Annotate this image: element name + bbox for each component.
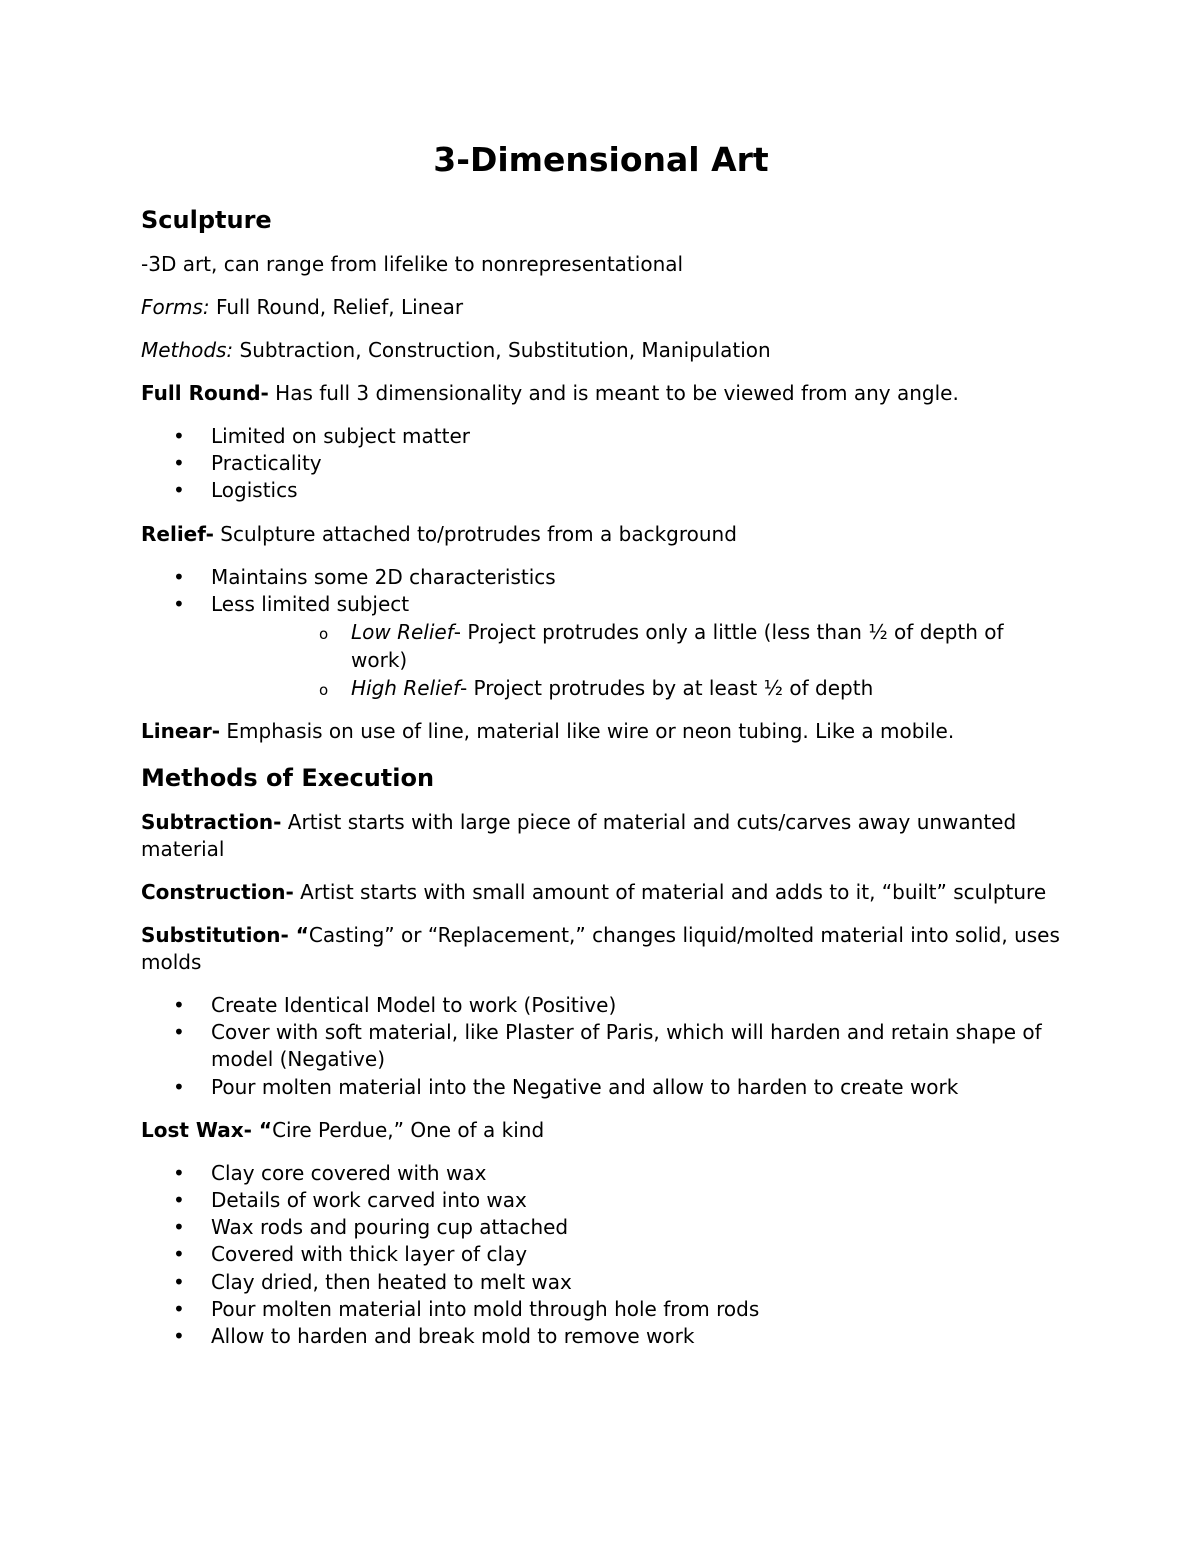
forms-text: Full Round, Relief, Linear (209, 295, 464, 319)
list-item-text: Less limited subject (211, 591, 410, 616)
full-round-text: Has full 3 dimensionality and is meant to be viewed from any angle. (268, 381, 959, 405)
sculpture-intro: -3D art, can range from lifelike to nonrepresentational (141, 252, 684, 276)
substitution-list (141, 992, 1061, 1101)
lost-wax-text: Cire Perdue,” One of a kind (272, 1117, 545, 1142)
sub-list-item (211, 618, 1061, 674)
document-body (141, 136, 1061, 1366)
low-relief-term: Low Relief (351, 620, 454, 645)
list-item: • Logistics (141, 477, 1061, 504)
methods-line (141, 337, 1061, 364)
subtraction-text: Artist starts with large piece of material and cuts/carves away unwanted material (141, 810, 1017, 862)
heading-methods-of-execution: Methods of Execution (141, 764, 435, 793)
relief-term: Relief- (141, 521, 214, 546)
linear-definition (141, 718, 1061, 745)
list-item: • Practicality (141, 450, 1061, 477)
linear-term: Linear- (141, 719, 221, 744)
list-item: • Cover with soft material, like Plaster of Paris, which will harden and retain shape of model (Negative) (141, 1019, 1061, 1073)
methods-text: Subtraction, Construction, Substitution, Manipulation (233, 338, 771, 362)
high-relief-term: High Relief (351, 676, 460, 701)
lost-wax-list (141, 1160, 1061, 1350)
high-relief-text: - Project protrudes by at least ½ of depth (459, 676, 874, 701)
lost-wax-term: Lost Wax- “ (141, 1117, 273, 1142)
list-item: • Covered with thick layer of clay (141, 1241, 1061, 1268)
subtraction-term: Subtraction- (141, 810, 282, 835)
relief-list (141, 564, 1061, 702)
construction-text: Artist starts with small amount of material and adds to it, “built” sculpture (293, 880, 1047, 905)
list-item: • Details of work carved into wax (141, 1187, 1061, 1214)
low-relief-text: - Project protrudes only a little (less than ½ of depth of work) (351, 620, 1004, 673)
document-title: 3-Dimensional Art (433, 140, 769, 179)
list-item: • Clay dried, then heated to melt wax (141, 1269, 1061, 1296)
full-round-term: Full Round- (141, 381, 269, 405)
substitution-definition (141, 922, 1061, 976)
list-item: • Limited on subject matter (141, 423, 1061, 450)
substitution-term: Substitution- “ (141, 923, 309, 948)
substitution-text: Casting” or “Replacement,” changes liquid/molted material into solid, uses molds (141, 923, 1060, 975)
full-round-definition (141, 380, 1061, 407)
list-item: • Allow to harden and break mold to remove work (141, 1323, 1061, 1350)
list-item: • Pour molten material into the Negative and allow to harden to create work (141, 1074, 1061, 1101)
construction-definition (141, 879, 1061, 906)
list-item: • Wax rods and pouring cup attached (141, 1214, 1061, 1241)
relief-text: Sculpture attached to/protrudes from a background (213, 521, 737, 546)
forms-label: Forms: (141, 295, 210, 319)
forms-line (141, 294, 1061, 321)
relief-sub-list (211, 618, 1061, 702)
full-round-list (141, 423, 1061, 505)
subtraction-definition (141, 809, 1061, 863)
relief-definition (141, 521, 1061, 548)
methods-label: Methods: (141, 338, 234, 362)
heading-sculpture: Sculpture (141, 206, 272, 234)
list-item: • Maintains some 2D characteristics (141, 564, 1061, 591)
sub-list-item (211, 674, 1061, 702)
lost-wax-definition (141, 1117, 1061, 1144)
list-item: • Create Identical Model to work (Positive) (141, 992, 1061, 1019)
construction-term: Construction- (141, 880, 294, 905)
linear-text: Emphasis on use of line, material like wire or neon tubing. Like a mobile. (220, 719, 955, 744)
list-item (141, 591, 1061, 702)
list-item: • Clay core covered with wax (141, 1160, 1061, 1187)
list-item: • Pour molten material into mold through hole from rods (141, 1296, 1061, 1323)
